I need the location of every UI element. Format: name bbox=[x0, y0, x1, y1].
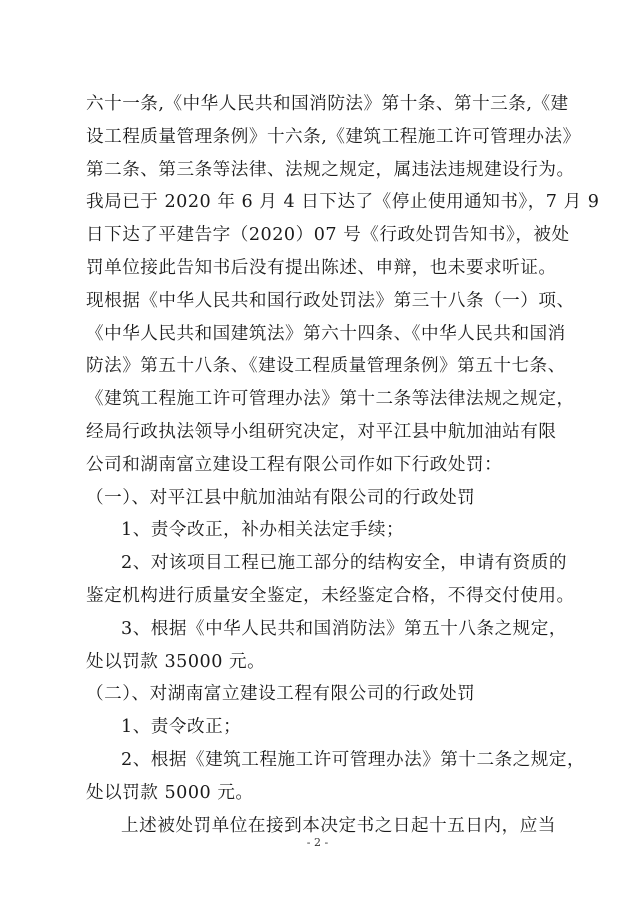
text-line: 现根据《中华人民共和国行政处罚法》第三十八条（一）项、 bbox=[86, 290, 575, 311]
text-line: 《中华人民共和国建筑法》第六十四条、《中华人民共和国消 bbox=[86, 323, 566, 344]
text-line: 上述被处罚单位在接到本决定书之日起十五日内，应当 bbox=[121, 815, 556, 836]
list-item: 3、根据《中华人民共和国消防法》第五十八条之规定， bbox=[121, 618, 567, 639]
text-line: 《建筑工程施工许可管理办法》第十二条等法律法规之规定， bbox=[86, 389, 575, 410]
text-line: 罚单位接此告知书后没有提出陈述、申辩，也未要求听证。 bbox=[86, 257, 557, 278]
section-heading: （二）、对湖南富立建设工程有限公司的行政处罚 bbox=[86, 684, 476, 705]
page-number: - 2 - bbox=[306, 836, 329, 849]
text-line: 处以罚款 5000 元。 bbox=[86, 782, 254, 803]
text-line: 第二条、第三条等法律、法规之规定，属违法违规建设行为。 bbox=[86, 159, 575, 180]
text-line: 鉴定机构进行质量安全鉴定，未经鉴定合格，不得交付使用。 bbox=[86, 585, 575, 606]
document-body bbox=[86, 88, 600, 842]
list-item: 2、对该项目工程已施工部分的结构安全，申请有资质的 bbox=[121, 553, 567, 574]
list-item: 1、责令改正； bbox=[121, 717, 242, 738]
text-line: 处以罚款 35000 元。 bbox=[86, 651, 266, 672]
text-line: 公司和湖南富立建设工程有限公司作如下行政处罚： bbox=[86, 454, 503, 475]
text-line: 防法》第五十八条、《建设工程质量管理条例》第五十七条、 bbox=[86, 356, 566, 377]
text-line: 六十一条,《中华人民共和国消防法》第十条、第十三条,《建 bbox=[86, 94, 569, 114]
section-heading: （一）、对平江县中航加油站有限公司的行政处罚 bbox=[86, 487, 476, 508]
list-item: 1、责令改正，补办相关法定手续； bbox=[121, 520, 405, 541]
list-item: 2、根据《建筑工程施工许可管理办法》第十二条之规定， bbox=[121, 749, 586, 770]
text-line: 经局行政执法领导小组研究决定，对平江县中航加油站有限 bbox=[86, 421, 557, 442]
text-line: 我局已于 2020 年 6 月 4 日下达了《停止使用通知书》，7 月 9 bbox=[86, 192, 600, 213]
text-line: 设工程质量管理条例》十六条,《建筑工程施工许可管理办法》 bbox=[86, 126, 581, 147]
text-line: 日下达了平建告字（2020）07 号《行政处罚告知书》，被处 bbox=[86, 225, 570, 246]
